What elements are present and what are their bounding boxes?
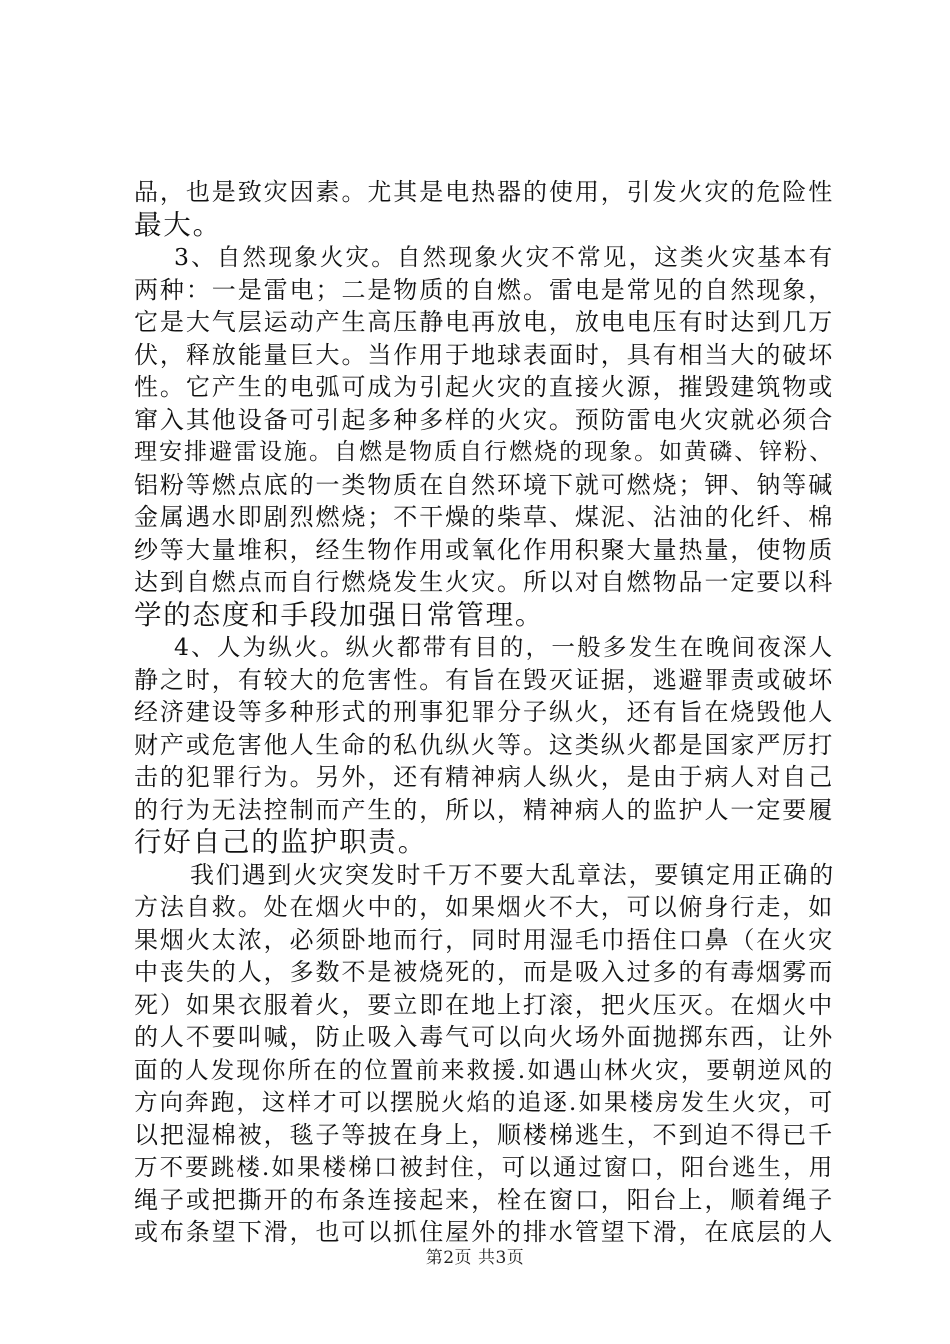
text-line: 达到自燃点而自行燃烧发生火灾。所以对自燃物品一定要以科 [134,568,834,596]
text-line: 以把湿棉被，毯子等披在身上，顺楼梯逃生，不到迫不得已千 [134,1120,834,1149]
text-line: 两种：一是雷电；二是物质的自燃。雷电是常见的自然现象， [134,275,834,304]
text-line: 行好自己的监护职责。 [134,826,427,858]
text-line: 击的犯罪行为。另外，还有精神病人纵火，是由于病人对自己 [134,763,834,791]
text-line: 方法自救。处在烟火中的，如果烟火不大，可以俯身行走，如 [134,893,834,921]
paragraph-start-line: 4、人为纵火。纵火都带有目的，一般多发生在晚间夜深人 [174,633,834,661]
text-line: 窜入其他设备可引起多种多样的火灾。预防雷电火灾就必须合 [134,405,834,434]
text-line: 绳子或把撕开的布条连接起来，栓在窗口，阳台上，顺着绳子 [134,1185,834,1214]
text-line: 性。它产生的电弧可成为引起火灾的直接火源，摧毁建筑物或 [134,373,834,401]
text-line: 的人不要叫喊，防止吸入毒气可以向火场外面抛掷东西，让外 [134,1023,834,1051]
text-line: 方向奔跑，这样才可以摆脱火焰的追逐.如果楼房发生火灾，可 [134,1088,834,1116]
text-line: 果烟火太浓，必须卧地而行，同时用湿毛巾捂住口鼻（在火灾 [134,925,834,954]
text-line: 品，也是致灾因素。尤其是电热器的使用，引发火灾的危险性 [134,178,834,206]
text-line: 财产或危害他人生命的私仇纵火等。这类纵火都是国家严厉打 [134,730,834,759]
paragraph-start-line: 我们遇到火灾突发时千万不要大乱章法，要镇定用正确的 [190,860,835,889]
text-line: 经济建设等多种形式的刑事犯罪分子纵火，还有旨在烧毁他人 [134,698,834,726]
paragraph-start-line: 3、自然现象火灾。自然现象火灾不常见，这类火灾基本有 [174,243,834,271]
text-line: 死）如果衣服着火，要立即在地上打滚，把火压灭。在烟火中 [134,990,834,1019]
text-line: 最大。 [134,208,222,241]
text-line: 金属遇水即剧烈燃烧；不干燥的柴草、煤泥、沾油的化纤、棉 [134,503,834,531]
text-line: 的行为无法控制而产生的，所以，精神病人的监护人一定要履 [134,795,834,824]
text-line: 纱等大量堆积，经生物作用或氧化作用积聚大量热量，使物质 [134,535,834,564]
text-line: 理安排避雷设施。自燃是物质自行燃烧的现象。如黄磷、锌粉、 [134,439,834,465]
text-line: 静之时，有较大的危害性。有旨在毁灭证据，逃避罪责或破坏 [134,665,834,694]
text-line: 面的人发现你所在的位置前来救援.如遇山林火灾，要朝逆风的 [134,1055,834,1084]
page-number-footer: 第2页 共3页 [425,1248,525,1268]
document-body [134,176,834,1249]
text-line: 它是大气层运动产生高压静电再放电，放电电压有时达到几万 [134,308,834,336]
text-line: 中丧失的人，多数不是被烧死的，而是吸入过多的有毒烟雾而 [134,958,834,986]
text-line: 或布条望下滑，也可以抓住屋外的排水管望下滑，在底层的人 [134,1218,834,1246]
text-line: 万不要跳楼.如果楼梯口被封住，可以通过窗口，阳台逃生，用 [134,1153,834,1181]
text-line: 学的态度和手段加强日常管理。 [134,598,545,631]
text-line: 伏，释放能量巨大。当作用于地球表面时，具有相当大的破坏 [134,340,834,369]
text-line: 铝粉等燃点底的一类物质在自然环境下就可燃烧；钾、钠等碱 [134,470,834,499]
